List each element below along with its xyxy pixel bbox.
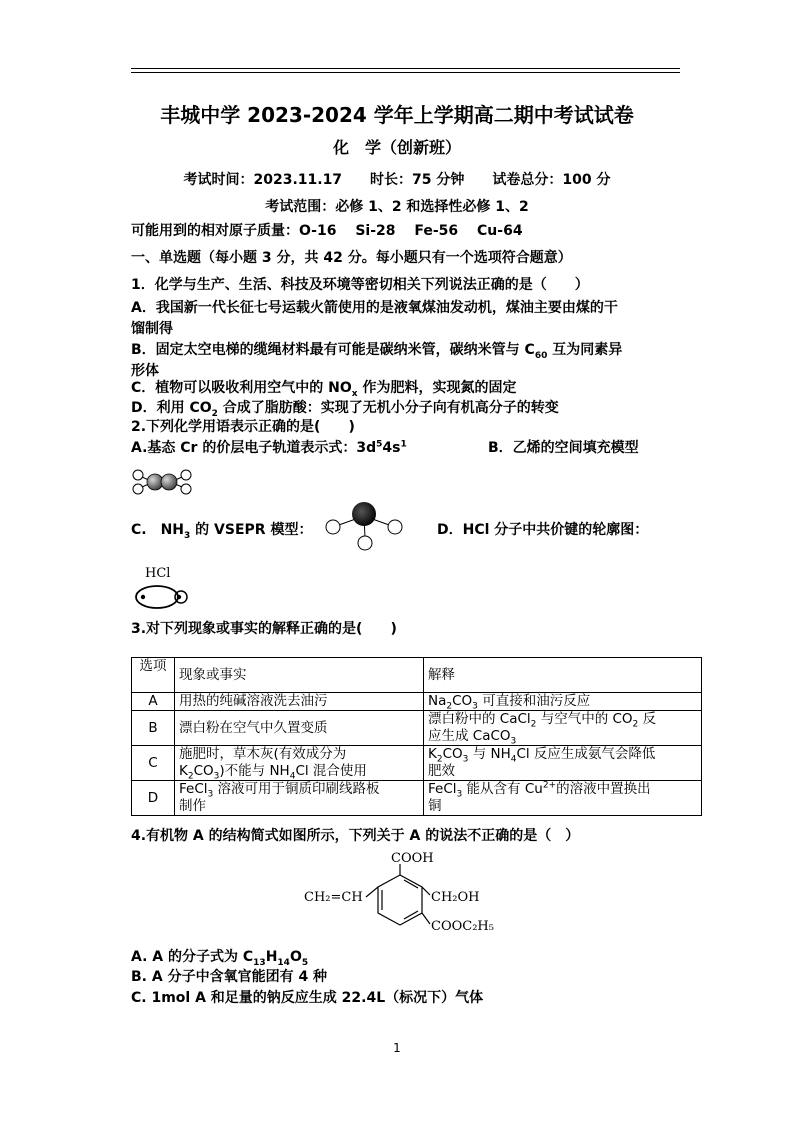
q3-stem: 3.对下列现象或事实的解释正确的是( ) bbox=[131, 621, 397, 637]
table-row bbox=[132, 711, 702, 746]
row-c-explanation: $K_2CO_3$ 与 $NH_4Cl$ 反应生成氨气会降低 肥效 bbox=[424, 746, 702, 781]
exam-time-info: 考试时间：2023.11.17 时长：75 分钟 试卷总分：100 分 bbox=[183, 172, 611, 188]
table-row bbox=[132, 746, 702, 781]
q1-option-d: D．利用 $CO_2$ 合成了脂肪酸：实现了无机小分子向有机高分子的转变 bbox=[131, 400, 559, 419]
header-phenomenon: 现象或事实 bbox=[175, 658, 424, 693]
q2-option-c: C. $NH_3$ 的 VSEPR 模型： bbox=[131, 522, 313, 541]
row-c-option: C bbox=[132, 746, 175, 781]
ester-label: COOC₂H₅ bbox=[431, 919, 494, 934]
row-b-option: B bbox=[132, 711, 175, 746]
q1-option-a-line1: A．我国新一代长征七号运载火箭使用的是液氧煤油发动机，煤油主要由煤的干 bbox=[131, 300, 618, 316]
q2-stem: 2.下列化学用语表示正确的是( ) bbox=[131, 419, 355, 435]
table-header-row bbox=[132, 658, 702, 693]
q1-option-b-line2: 形体 bbox=[131, 363, 159, 379]
top-rule-2 bbox=[131, 72, 680, 73]
nh3-vsepr-model-image bbox=[322, 498, 406, 552]
page-number: 1 bbox=[393, 1041, 401, 1055]
q1-option-b-line1: B．固定太空电梯的缆绳材料最有可能是碳纳米管，碳纳米管与 $C_{60}$ 互为同素异 bbox=[131, 342, 623, 361]
top-rule-1 bbox=[131, 68, 680, 69]
row-d-option: D bbox=[132, 781, 175, 816]
row-a-explanation: $Na_2CO_3$ 可直接和油污反应 bbox=[424, 693, 702, 711]
q4-stem: 4.有机物 A 的结构简式如图所示，下列关于 A 的说法不正确的是（ ） bbox=[131, 828, 580, 844]
row-a-phenomenon: 用热的纯碱溶液洗去油污 bbox=[175, 693, 424, 711]
compound-a-structure-image bbox=[300, 845, 510, 945]
atomic-masses: 可能用到的相对原子质量：O-16 Si-28 Fe-56 Cu-64 bbox=[131, 223, 523, 239]
q2-option-d: D．HCl 分子中共价键的轮廓图： bbox=[437, 522, 649, 538]
q4-option-a: A. A 的分子式为 $C_{13}H_{14}O_5$ bbox=[131, 949, 309, 968]
q1-stem: 1．化学与生产、生活、科技及环境等密切相关下列说法正确的是（ ） bbox=[131, 277, 589, 293]
row-d-explanation: FeCl$_3$ 能从含有 $Cu^{2+}$的溶液中置换出 铜 bbox=[424, 781, 702, 816]
q2-option-a: A.基态 Cr 的价层电子轨道表示式：$3d^54s^1$ bbox=[131, 439, 407, 456]
ethylene-model-image bbox=[129, 468, 195, 496]
row-c-phenomenon: 施肥时，草木灰(有效成分为 $K_2CO_3$)不能与 $NH_4Cl$ 混合使用 bbox=[175, 746, 424, 781]
q1-option-c: C．植物可以吸收利用空气中的 $NO_x$ 作为肥料，实现氮的固定 bbox=[131, 380, 517, 399]
table-row bbox=[132, 781, 702, 816]
hcl-bond-contour-image bbox=[132, 583, 192, 611]
cooh-label: COOH bbox=[391, 851, 434, 866]
q4-option-c: C. 1mol A 和足量的钠反应生成 22.4L（标况下）气体 bbox=[131, 990, 484, 1006]
header-explanation: 解释 bbox=[424, 658, 702, 693]
q2-option-b: B．乙烯的空间填充模型 bbox=[488, 440, 639, 456]
header-option: 选项 bbox=[132, 658, 175, 693]
row-b-explanation: 漂白粉中的 CaCl$_2$ 与空气中的 $CO_2$ 反 应生成 CaCO$_3$ bbox=[424, 711, 702, 746]
ch2oh-label: CH₂OH bbox=[431, 890, 480, 905]
exam-subtitle: 化 学（创新班） bbox=[332, 138, 461, 157]
table-row bbox=[132, 693, 702, 711]
row-a-option: A bbox=[132, 693, 175, 711]
exam-scope: 考试范围：必修 1、2 和选择性必修 1、2 bbox=[265, 199, 529, 215]
explanation-table bbox=[131, 657, 702, 816]
row-b-phenomenon: 漂白粉在空气中久置变质 bbox=[175, 711, 424, 746]
exam-title: 丰城中学 2023-2024 学年上学期高二期中考试试卷 bbox=[160, 103, 634, 127]
vinyl-label: CH₂=CH bbox=[304, 890, 363, 905]
q4-option-b: B. A 分子中含氧官能团有 4 种 bbox=[131, 969, 328, 985]
q1-option-a-line2: 馏制得 bbox=[131, 321, 173, 337]
section-heading: 一、单选题（每小题 3 分，共 42 分。每小题只有一个选项符合题意） bbox=[131, 250, 572, 266]
row-d-phenomenon: FeCl$_3$ 溶液可用于铜质印刷线路板 制作 bbox=[175, 781, 424, 816]
hcl-label: HCl bbox=[145, 566, 171, 581]
